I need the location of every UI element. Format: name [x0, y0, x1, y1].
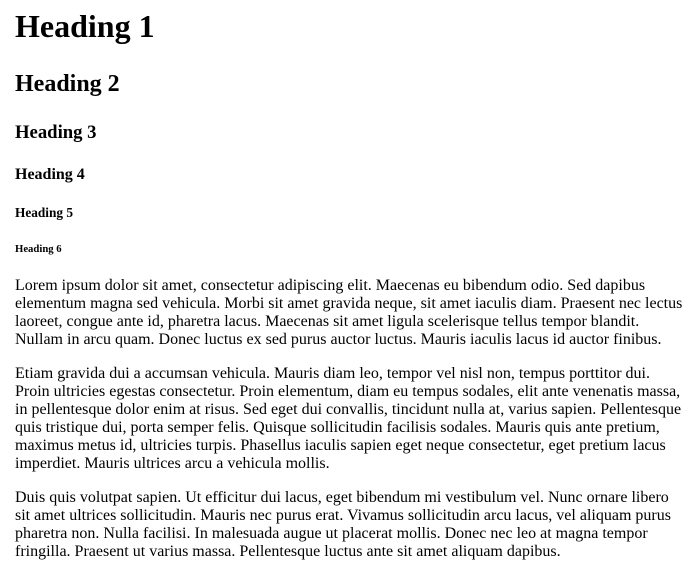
heading-5: Heading 5 [15, 205, 73, 221]
heading-4: Heading 4 [15, 165, 85, 183]
paragraph-2: Etiam gravida dui a accumsan vehicula. Mauris diam leo, tempor vel nisl non, tempus porttitor dui. Proin ultricies egestas consectetur. Proin elementum, diam eu tempus sodales, elit ante venenatis massa, in pellentesque dolor enim at risus. Sed eget dui convallis, tincidunt nulla at, varius sapien. Pellentesque quis tristique dui, porta semper felis. Quisque sollicitudin facilisis sodales. Mauris quis ante pretium, maximus metus id, ultricies turpis. Phasellus iaculis sapien eget neque consectetur, eget pretium lacus imperdiet. Mauris ultrices arcu a vehicula mollis. [15, 364, 682, 472]
heading-6: Heading 6 [15, 242, 62, 255]
heading-2: Heading 2 [15, 70, 120, 97]
heading-3: Heading 3 [15, 122, 97, 144]
heading-1: Heading 1 [15, 8, 155, 44]
paragraph-1: Lorem ipsum dolor sit amet, consectetur adipiscing elit. Maecenas eu bibendum odio. Sed dapibus elementum magna sed vehicula. Morbi sit amet gravida neque, sit amet iaculis diam. Praesent nec lectus laoreet, congue ante id, pharetra lacus. Maecenas sit amet ligula scelerisque tellus tempor blandit. Nullam in arcu quam. Donec luctus ex sed purus auctor luctus. Mauris iaculis lacus id auctor finibus. [15, 276, 683, 348]
paragraph-3: Duis quis volutpat sapien. Ut efficitur dui lacus, eget bibendum mi vestibulum vel. Nunc ornare libero sit amet ultrices sollicitudin. Mauris nec purus erat. Vivamus sollicitudin arcu lacus, vel aliquam purus pharetra non. Nulla facilisi. In malesuada augue ut placerat mollis. Donec nec leo at magna tempor fringilla. Praesent ut varius massa. Pellentesque luctus ante sit amet aliquam dapibus. [15, 488, 671, 560]
